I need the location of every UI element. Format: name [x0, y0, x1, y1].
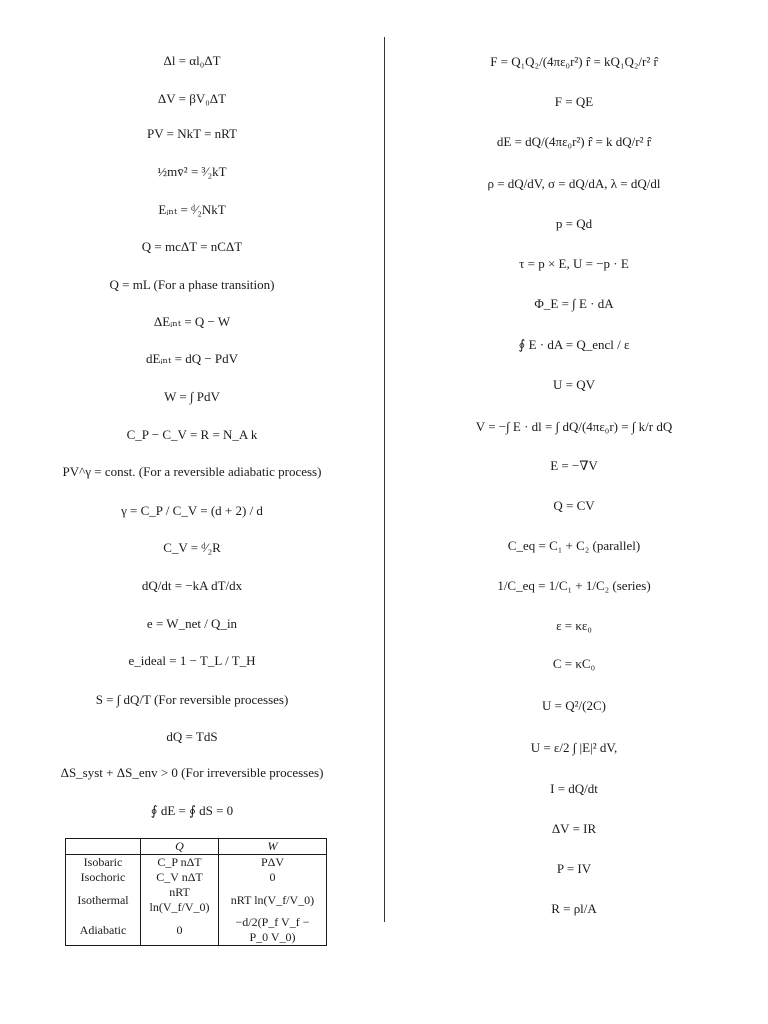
- equation-coulomb: F = Q₁Q₂/(4πε₀r²) r̂ = kQ₁Q₂/r² r̂: [490, 54, 658, 70]
- equation-cap-energy: U = Q²/(2C): [542, 698, 606, 714]
- process-name: Isothermal: [66, 885, 141, 915]
- equation-thermal-expansion-volume: ΔV = βV₀ΔT: [157, 91, 227, 107]
- equation-series: 1/C_eq = 1/C₁ + 1/C₂ (series): [497, 578, 651, 594]
- equation-power: P = IV: [556, 861, 592, 877]
- equation-cycle: ∮ dE = ∮ dS = 0: [150, 803, 234, 819]
- equation-torque-energy: τ = p × E, U = −p · E: [519, 256, 629, 272]
- equation-dielectric: C = κC₀: [552, 656, 596, 672]
- process-table-header-w: W: [219, 839, 327, 855]
- equation-conduction: dQ/dt = −kA dT/dx: [141, 578, 243, 594]
- equation-internal-energy: Eᵢₙₜ = ᵈ⁄₂NkT: [158, 202, 226, 218]
- process-table: [65, 838, 327, 946]
- table-row: [66, 855, 327, 871]
- equation-field-element: dE = dQ/(4πε₀r²) r̂ = k dQ/r² r̂: [496, 134, 652, 150]
- equation-first-law-differential: dEᵢₙₜ = dQ − PdV: [145, 351, 239, 367]
- equation-cv: C_V = ᵈ⁄₂R: [163, 540, 221, 556]
- equation-ideal-efficiency: e_ideal = 1 − T_L / T_H: [128, 653, 256, 669]
- process-name: Adiabatic: [66, 915, 141, 946]
- equation-field-energy: U = ε/2 ∫ |E|² dV,: [530, 740, 618, 756]
- equation-ideal-gas-law: PV = NkT = nRT: [147, 126, 237, 142]
- table-row: [66, 915, 327, 946]
- equation-thermal-expansion-length: Δl = αl₀ΔT: [163, 53, 221, 69]
- equation-entropy: S = ∫ dQ/T (For reversible processes): [95, 692, 289, 708]
- table-row: [66, 870, 327, 885]
- equation-adiabatic: PV^γ = const. (For a reversible adiabatic process): [62, 464, 322, 480]
- process-w: nRT ln(V_f/V_0): [219, 885, 327, 915]
- process-name: Isobaric: [66, 855, 141, 871]
- column-divider: [384, 37, 385, 922]
- process-w: PΔV: [219, 855, 327, 871]
- process-q: nRT ln(V_f/V_0): [141, 885, 219, 915]
- equation-latent-heat: Q = mL (For a phase transition): [109, 277, 275, 293]
- process-table-header-row: [66, 839, 327, 855]
- process-q: C_P nΔT: [141, 855, 219, 871]
- equation-work-integral: W = ∫ PdV: [164, 389, 220, 405]
- equation-gauss: ∮ E · dA = Q_encl / ε: [518, 337, 630, 353]
- process-table-header-q: Q: [141, 839, 219, 855]
- equation-mayer-relation: C_P − C_V = R = N_A k: [126, 427, 258, 443]
- equation-current: I = dQ/dt: [550, 781, 598, 797]
- equation-first-law: ΔEᵢₙₜ = Q − W: [153, 314, 231, 330]
- equation-second-law: ΔS_syst + ΔS_env > 0 (For irreversible processes): [60, 765, 324, 781]
- process-w: 0: [219, 870, 327, 885]
- equation-potential-energy: U = QV: [553, 377, 595, 393]
- equation-dipole-moment: p = Qd: [555, 216, 593, 232]
- process-name: Isochoric: [66, 870, 141, 885]
- equation-parallel: C_eq = C₁ + C₂ (parallel): [507, 538, 641, 554]
- equation-resistance: R = ρl/A: [551, 901, 597, 917]
- equation-gamma: γ = C_P / C_V = (d + 2) / d: [121, 503, 263, 519]
- equation-permittivity: ε = κε₀: [556, 618, 592, 634]
- equation-kinetic-energy: ½mv̄² = ³⁄₂kT: [157, 164, 227, 180]
- process-table-header-empty: [66, 839, 141, 855]
- process-w: −d/2(P_f V_f − P_0 V_0): [219, 915, 327, 946]
- equation-gradient: E = −∇V: [550, 458, 598, 474]
- equation-dq-tds: dQ = TdS: [166, 729, 218, 745]
- process-q: 0: [141, 915, 219, 946]
- equation-heat-capacity: Q = mcΔT = nCΔT: [141, 239, 243, 255]
- equation-charge-densities: ρ = dQ/dV, σ = dQ/dA, λ = dQ/dl: [487, 176, 661, 192]
- process-q: C_V nΔT: [141, 870, 219, 885]
- equation-flux: Φ_E = ∫ E · dA: [534, 296, 614, 312]
- equation-capacitance: Q = CV: [553, 498, 595, 514]
- table-row: [66, 885, 327, 915]
- equation-force-field: F = QE: [554, 94, 594, 110]
- equation-ohm: ΔV = IR: [551, 821, 597, 837]
- equation-efficiency: e = W_net / Q_in: [146, 616, 238, 632]
- equation-potential: V = −∫ E · dl = ∫ dQ/(4πε₀r) = ∫ k/r dQ: [475, 419, 673, 435]
